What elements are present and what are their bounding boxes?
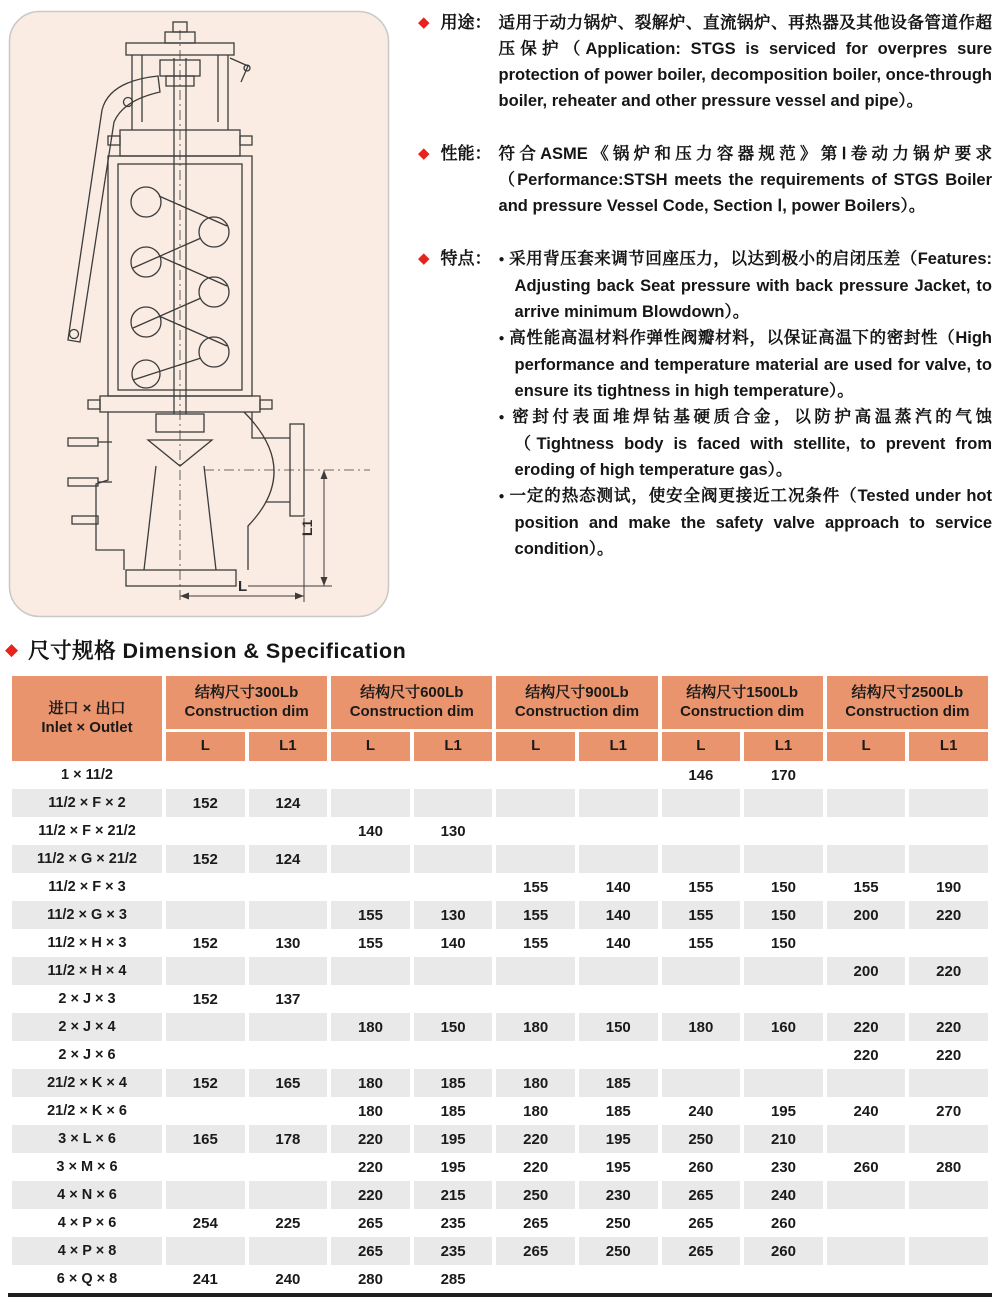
dimension-value-cell	[496, 789, 575, 817]
col-header-l: L	[662, 732, 741, 761]
dimension-value-cell: 285	[440, 1270, 466, 1288]
dimension-value-cell: 150	[579, 1013, 658, 1041]
dimension-value-cell: 225	[275, 1214, 301, 1232]
dimension-value-cell	[744, 985, 823, 1013]
table-row	[12, 761, 988, 789]
dimension-value-cell: 155	[688, 878, 714, 896]
dimension-value-cell	[909, 761, 988, 789]
table-row	[12, 985, 988, 1013]
performance-label: 性能：	[440, 144, 492, 163]
feature-item	[499, 483, 992, 562]
dimension-value-cell	[662, 1265, 741, 1293]
dimension-value-cell	[662, 985, 741, 1013]
dimension-value-cell	[166, 1013, 245, 1041]
dimension-value-cell	[744, 1265, 823, 1293]
dimension-value-cell	[249, 1041, 328, 1069]
dimension-value-cell	[827, 1209, 906, 1237]
dimension-value-cell	[166, 1097, 245, 1125]
dimension-value-cell: 155	[853, 878, 879, 896]
dimension-value-cell: 185	[605, 1102, 631, 1120]
valve-drawing-panel	[8, 10, 390, 618]
dimension-value-cell	[331, 761, 410, 789]
dimension-value-cell	[662, 817, 741, 845]
dimension-value-cell: 250	[579, 1237, 658, 1265]
dimension-value-cell: 250	[605, 1214, 631, 1232]
feature-text: 采用背压套来调节回座压力，以达到极小的启闭压差（Features: Adjusting back Seat pressure with back pressure Jacket, to arrive minimum Blowdown）。	[509, 250, 992, 321]
dimension-value-cell	[166, 957, 245, 985]
dimension-value-cell	[496, 1265, 575, 1293]
dimension-value-cell: 180	[496, 1069, 575, 1097]
dimension-value-cell: 130	[440, 822, 466, 840]
dimension-value-cell	[579, 957, 658, 985]
dimension-value-cell	[827, 845, 906, 873]
dimension-value-cell: 220	[909, 1013, 988, 1041]
dimension-value-cell	[166, 1153, 245, 1181]
table-row	[12, 1097, 988, 1125]
dimension-value-cell: 152	[166, 789, 245, 817]
dimension-label-l1: L1	[299, 519, 315, 536]
dimension-value-cell: 180	[662, 1013, 741, 1041]
dimension-value-cell	[331, 845, 410, 873]
dimension-value-cell	[579, 817, 658, 845]
dimension-value-cell: 180	[357, 1102, 383, 1120]
table-row	[12, 1181, 988, 1209]
dimension-value-cell	[249, 1153, 328, 1181]
dimension-value-cell: 124	[249, 845, 328, 873]
dimension-value-cell	[249, 817, 328, 845]
dimension-value-cell: 280	[936, 1158, 962, 1176]
dimension-spec-table	[8, 676, 992, 1293]
top-section	[0, 0, 1000, 618]
dimension-value-cell	[496, 817, 575, 845]
dimension-value-cell: 165	[166, 1125, 245, 1153]
dimension-value-cell: 195	[440, 1158, 466, 1176]
table-row	[12, 1209, 988, 1237]
dimension-value-cell: 140	[440, 934, 466, 952]
dimension-value-cell: 220	[331, 1181, 410, 1209]
row-label-inlet-outlet: 21/2 × K × 6	[47, 1103, 127, 1119]
application-text: 适用于动力锅炉、裂解炉、直流锅炉、再热器及其他设备管道作超压保护（Application: STGS is serviced for overpres sure protection of power boiler, decomposition boiler, once-through boiler, reheater and other pressure vessel and pipe）。	[498, 14, 992, 110]
dimension-value-cell: 265	[523, 1214, 549, 1232]
class-header-1500lb	[662, 676, 823, 732]
class-title: 结构尺寸600Lb	[360, 683, 464, 701]
table-row	[12, 1237, 988, 1265]
row-label-inlet-outlet: 2 × J × 3	[58, 991, 116, 1007]
class-title: 结构尺寸1500Lb	[686, 683, 798, 701]
dimension-value-cell	[909, 1237, 988, 1265]
dimension-value-cell	[166, 873, 245, 901]
table-row	[12, 873, 988, 901]
dimension-value-cell	[331, 985, 410, 1013]
table-row	[12, 957, 988, 985]
dimension-value-cell: 250	[662, 1125, 741, 1153]
dimension-value-cell: 140	[357, 822, 383, 840]
dimension-value-cell	[827, 817, 906, 845]
dimension-value-cell	[827, 1265, 906, 1293]
dimension-value-cell	[166, 761, 245, 789]
feature-text: 高性能高温材料作弹性阀瓣材料，以保证高温下的密封性（High performance and temperature material are used for valve, to ensure its tightness in high temperature）。	[509, 329, 992, 400]
dimension-value-cell	[744, 817, 823, 845]
dimension-value-cell: 230	[770, 1158, 796, 1176]
dot-bullet-icon: ●	[498, 412, 509, 423]
col-header-l1: L1	[414, 732, 493, 761]
dimension-value-cell: 270	[936, 1102, 962, 1120]
valve-technical-drawing	[8, 10, 390, 618]
feature-item	[499, 325, 992, 404]
table-row	[12, 1265, 988, 1293]
dimension-value-cell: 195	[770, 1102, 796, 1120]
dimension-value-cell	[662, 1041, 741, 1069]
col-header-l: L	[166, 732, 245, 761]
table-row	[12, 1069, 988, 1097]
dimension-value-cell: 155	[523, 878, 549, 896]
application-section	[418, 10, 992, 114]
dimension-value-cell: 152	[192, 990, 218, 1008]
inlet-outlet-en: Inlet × Outlet	[41, 718, 133, 736]
dimension-value-cell	[909, 1069, 988, 1097]
dimension-value-cell: 155	[662, 901, 741, 929]
dimension-value-cell: 170	[770, 766, 796, 784]
dimension-value-cell: 240	[744, 1181, 823, 1209]
dimension-value-cell	[496, 985, 575, 1013]
dimension-value-cell: 265	[357, 1214, 383, 1232]
features-label: 特点：	[440, 249, 492, 268]
row-label-inlet-outlet: 11/2 × H × 4	[12, 957, 162, 985]
dimension-value-cell: 130	[275, 934, 301, 952]
dimension-value-cell	[579, 845, 658, 873]
dimension-value-cell: 220	[523, 1158, 549, 1176]
class-subtitle: Construction dim	[845, 702, 970, 720]
class-subtitle: Construction dim	[514, 702, 640, 720]
diamond-bullet-icon: ◆	[418, 14, 430, 31]
dimension-value-cell: 155	[523, 934, 549, 952]
class-header-300lb	[166, 676, 327, 732]
table-row	[12, 929, 988, 957]
dimension-value-cell	[744, 1069, 823, 1097]
dimension-value-cell: 155	[331, 901, 410, 929]
dimension-value-cell: 240	[275, 1270, 301, 1288]
diamond-bullet-icon: ◆	[418, 145, 430, 162]
dimension-value-cell: 137	[275, 990, 301, 1008]
class-title: 结构尺寸300Lb	[194, 683, 299, 701]
feature-text: 一定的热态测试，使安全阀更接近工况条件（Tested under hot position and make the safety valve approach to service condition）。	[509, 487, 992, 558]
dimension-value-cell: 195	[605, 1158, 631, 1176]
table-row	[12, 845, 988, 873]
class-title: 结构尺寸2500Lb	[851, 683, 964, 701]
dimension-value-cell	[662, 957, 741, 985]
dimension-value-cell: 260	[744, 1237, 823, 1265]
dimension-value-cell: 140	[579, 901, 658, 929]
inlet-outlet-cn: 进口 × 出口	[48, 699, 126, 717]
dimension-value-cell: 280	[357, 1270, 383, 1288]
row-label-inlet-outlet: 4 × P × 8	[12, 1237, 162, 1265]
dimension-value-cell: 180	[331, 1069, 410, 1097]
performance-section	[418, 141, 992, 219]
dimension-value-cell	[249, 1237, 328, 1265]
dimension-value-cell: 220	[853, 1046, 879, 1064]
dimension-value-cell: 260	[770, 1214, 796, 1232]
dimension-value-cell: 250	[496, 1181, 575, 1209]
dimension-value-cell: 185	[579, 1069, 658, 1097]
row-label-inlet-outlet: 3 × M × 6	[56, 1159, 118, 1175]
dimension-value-cell: 220	[331, 1125, 410, 1153]
table-row	[12, 1013, 988, 1041]
row-label-inlet-outlet: 6 × Q × 8	[56, 1271, 118, 1287]
col-header-l1: L1	[744, 732, 823, 761]
row-label-inlet-outlet: 11/2 × F × 3	[48, 879, 126, 895]
dimension-value-cell: 180	[331, 1013, 410, 1041]
col-header-l: L	[496, 732, 575, 761]
dimension-value-cell	[166, 901, 245, 929]
class-subtitle: Construction dim	[680, 702, 805, 720]
dimension-value-cell	[414, 957, 493, 985]
dimension-value-cell	[662, 789, 741, 817]
dimension-value-cell	[909, 985, 988, 1013]
dimension-value-cell	[827, 1069, 906, 1097]
features-section	[418, 246, 992, 562]
dimension-value-cell: 220	[909, 901, 988, 929]
spec-table-wrap	[8, 676, 992, 1297]
dimension-value-cell	[166, 1237, 245, 1265]
row-label-inlet-outlet: 11/2 × F × 2	[12, 789, 162, 817]
row-label-inlet-outlet: 3 × L × 6	[12, 1125, 162, 1153]
dimension-value-cell: 152	[166, 1069, 245, 1097]
dimension-value-cell: 220	[357, 1158, 383, 1176]
dimension-value-cell: 146	[688, 766, 714, 784]
dimension-value-cell	[827, 1125, 906, 1153]
dimension-value-cell: 210	[744, 1125, 823, 1153]
dimension-value-cell	[249, 761, 328, 789]
row-label-inlet-outlet: 4 × N × 6	[12, 1181, 162, 1209]
dimension-value-cell: 215	[414, 1181, 493, 1209]
feature-text: 密封付表面堆焊钴基硬质合金，以防护高温蒸汽的气蚀（Tightness body is faced with stellite, to prevent from eroding of high temperature gas）。	[512, 408, 992, 479]
dimension-value-cell: 180	[523, 1102, 549, 1120]
dimension-value-cell: 265	[662, 1181, 741, 1209]
dimension-value-cell: 220	[827, 1013, 906, 1041]
dimension-value-cell: 190	[936, 878, 962, 896]
row-label-inlet-outlet: 11/2 × G × 3	[12, 901, 162, 929]
dot-bullet-icon: ●	[498, 254, 506, 265]
row-label-inlet-outlet: 21/2 × K × 4	[12, 1069, 162, 1097]
row-label-inlet-outlet: 11/2 × H × 3	[47, 935, 127, 951]
dimension-value-cell	[414, 985, 493, 1013]
spec-table-body	[12, 761, 988, 1293]
dot-bullet-icon: ●	[498, 333, 506, 344]
dimension-value-cell: 260	[853, 1158, 879, 1176]
spec-table-header	[12, 676, 988, 761]
dimension-value-cell: 155	[688, 934, 714, 952]
row-label-inlet-outlet: 2 × J × 4	[12, 1013, 162, 1041]
dimension-value-cell	[496, 761, 575, 789]
dimension-value-cell: 165	[249, 1069, 328, 1097]
dimension-value-cell	[827, 1237, 906, 1265]
dimension-value-cell	[414, 789, 493, 817]
diamond-bullet-icon: ◆	[5, 639, 19, 659]
dimension-value-cell: 265	[496, 1237, 575, 1265]
dimension-value-cell: 230	[579, 1181, 658, 1209]
dimension-value-cell: 200	[827, 957, 906, 985]
dimension-value-cell	[249, 1097, 328, 1125]
dimension-value-cell	[827, 985, 906, 1013]
dimension-value-cell: 240	[688, 1102, 714, 1120]
dimension-value-cell	[744, 957, 823, 985]
dimension-value-cell	[662, 845, 741, 873]
dimension-value-cell: 254	[192, 1214, 218, 1232]
dimension-value-cell: 160	[744, 1013, 823, 1041]
dimension-value-cell	[166, 1041, 245, 1069]
dimension-value-cell	[331, 873, 410, 901]
dimension-value-cell	[496, 845, 575, 873]
dimension-value-cell: 240	[853, 1102, 879, 1120]
dimension-value-cell	[744, 1041, 823, 1069]
table-row	[12, 1125, 988, 1153]
dimension-value-cell: 220	[936, 1046, 962, 1064]
dimension-value-cell: 140	[605, 878, 631, 896]
dimension-value-cell: 140	[605, 934, 631, 952]
dimension-label-l: L	[238, 578, 248, 595]
dimension-value-cell	[827, 1181, 906, 1209]
dimension-value-cell	[249, 957, 328, 985]
dimension-spec-title-row	[5, 634, 1000, 665]
row-label-inlet-outlet: 2 × J × 6	[58, 1047, 116, 1063]
dimension-value-cell	[909, 1209, 988, 1237]
dimension-value-cell: 178	[249, 1125, 328, 1153]
dimension-value-cell: 200	[827, 901, 906, 929]
dimension-value-cell	[331, 957, 410, 985]
row-label-inlet-outlet: 4 × P × 6	[57, 1215, 117, 1231]
features-list	[499, 246, 992, 562]
row-label-inlet-outlet: 11/2 × F × 21/2	[38, 823, 136, 839]
dimension-value-cell: 265	[688, 1214, 714, 1232]
dimension-value-cell: 235	[440, 1214, 466, 1232]
dimension-value-cell	[414, 1041, 493, 1069]
dimension-value-cell: 235	[414, 1237, 493, 1265]
performance-text: 符合ASME《锅炉和压力容器规范》第Ⅰ卷动力锅炉要求（Performance:STSH meets the requirements of STGS Boiler and pressure Vessel Code, Section Ⅰ, power Boilers）。	[498, 145, 992, 215]
dimension-value-cell	[579, 1041, 658, 1069]
dimension-value-cell: 150	[744, 901, 823, 929]
dimension-value-cell: 150	[770, 934, 796, 952]
dimension-value-cell: 185	[414, 1069, 493, 1097]
dimension-value-cell: 180	[496, 1013, 575, 1041]
dimension-value-cell: 150	[414, 1013, 493, 1041]
dimension-value-cell: 130	[414, 901, 493, 929]
dimension-value-cell	[909, 1265, 988, 1293]
dimension-value-cell	[579, 789, 658, 817]
class-header-900lb	[496, 676, 657, 732]
dimension-value-cell	[662, 1069, 741, 1097]
col-header-l1: L1	[909, 732, 988, 761]
col-header-l: L	[827, 732, 906, 761]
dimension-value-cell	[496, 957, 575, 985]
dot-bullet-icon: ●	[498, 491, 506, 502]
description-column	[418, 10, 994, 618]
dimension-value-cell: 195	[579, 1125, 658, 1153]
dimension-value-cell: 265	[331, 1237, 410, 1265]
dimension-value-cell	[827, 929, 906, 957]
dimension-value-cell	[331, 789, 410, 817]
col-header-l1: L1	[249, 732, 328, 761]
class-subtitle: Construction dim	[349, 702, 474, 720]
feature-item	[499, 246, 992, 325]
dimension-value-cell: 155	[496, 901, 575, 929]
dimension-value-cell: 220	[496, 1125, 575, 1153]
dimension-value-cell	[249, 873, 328, 901]
feature-item	[499, 404, 992, 483]
section-title: 尺寸规格 Dimension & Specification	[28, 639, 407, 663]
row-label-inlet-outlet: 1 × 11/2	[60, 767, 113, 783]
dimension-value-cell	[827, 761, 906, 789]
dimension-value-cell	[909, 1181, 988, 1209]
dimension-value-cell: 265	[662, 1237, 741, 1265]
dimension-value-cell	[414, 761, 493, 789]
table-row	[12, 1041, 988, 1069]
dimension-value-cell: 195	[414, 1125, 493, 1153]
class-title: 结构尺寸900Lb	[525, 683, 629, 701]
col-header-l: L	[331, 732, 410, 761]
dimension-value-cell	[496, 1041, 575, 1069]
class-header-600lb	[331, 676, 492, 732]
dimension-value-cell: 260	[688, 1158, 714, 1176]
row-label-inlet-outlet: 11/2 × G × 21/2	[12, 845, 162, 873]
dimension-value-cell	[827, 789, 906, 817]
table-row	[12, 789, 988, 817]
inlet-outlet-header	[12, 676, 162, 761]
dimension-value-cell	[249, 1013, 328, 1041]
dimension-value-cell: 185	[440, 1102, 466, 1120]
application-label: 用途：	[440, 13, 492, 32]
dimension-value-cell	[909, 845, 988, 873]
dimension-value-cell	[579, 1265, 658, 1293]
col-header-l1: L1	[579, 732, 658, 761]
diamond-bullet-icon: ◆	[418, 250, 430, 267]
dimension-value-cell	[909, 1125, 988, 1153]
table-row	[12, 1153, 988, 1181]
dimension-value-cell	[744, 845, 823, 873]
dimension-value-cell	[909, 789, 988, 817]
class-subtitle: Construction dim	[184, 702, 309, 720]
dimension-value-cell: 124	[249, 789, 328, 817]
dimension-value-cell	[579, 761, 658, 789]
dimension-value-cell	[166, 1181, 245, 1209]
dimension-value-cell: 150	[770, 878, 796, 896]
dimension-value-cell: 152	[192, 934, 218, 952]
dimension-value-cell	[249, 901, 328, 929]
dimension-value-cell	[909, 929, 988, 957]
dimension-value-cell	[744, 789, 823, 817]
class-header-2500lb	[827, 676, 988, 732]
dimension-value-cell	[414, 845, 493, 873]
dimension-value-cell: 241	[192, 1270, 218, 1288]
dimension-value-cell: 155	[357, 934, 383, 952]
dimension-value-cell	[166, 817, 245, 845]
dimension-value-cell	[331, 1041, 410, 1069]
dimension-value-cell	[909, 817, 988, 845]
table-row	[12, 817, 988, 845]
table-row	[12, 901, 988, 929]
dimension-value-cell: 152	[166, 845, 245, 873]
dimension-value-cell	[414, 873, 493, 901]
dimension-value-cell: 220	[909, 957, 988, 985]
dimension-value-cell	[249, 1181, 328, 1209]
dimension-value-cell	[579, 985, 658, 1013]
